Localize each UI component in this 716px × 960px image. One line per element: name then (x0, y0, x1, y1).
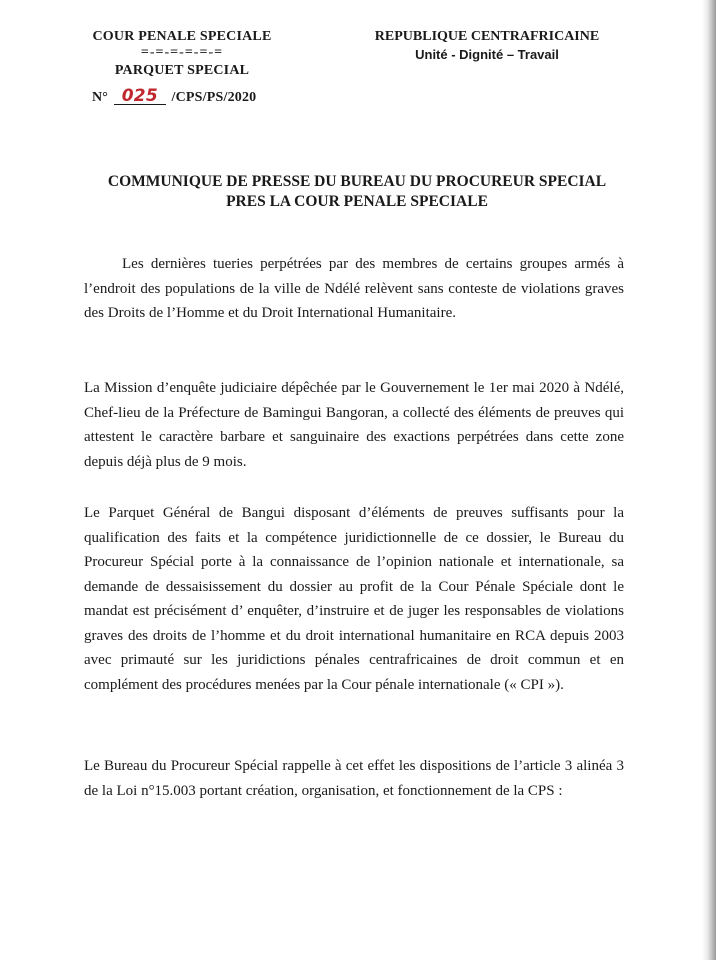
paragraph-1: Les dernières tueries perpétrées par des membres de certains groupes armés à l’endroit des populations de la ville de Ndélé relèvent sans conteste de violations graves des Droits de l’Homme et du Droit International Humanitaire. (84, 256, 624, 321)
paragraph-2: La Mission d’enquête judiciaire dépêchée par le Gouvernement le 1er mai 2020 à Ndélé, Chef-lieu de la Préfecture de Bamingui Bangoran, a collecté des éléments de preuves qui attestent le caractère barbare et sanguinaire des exactions perpétrées dans cette zone depuis déjà plus de 9 mois. (84, 380, 624, 470)
scan-shadow-edge (702, 0, 716, 960)
court-name: COUR PENALE SPECIALE (92, 29, 272, 44)
header-separator: =-=-=-=-=-= (140, 45, 224, 60)
country-name: REPUBLIQUE CENTRAFRICAINE (374, 29, 600, 44)
press-release-title (60, 172, 654, 212)
reference-number-suffix: /CPS/PS/2020 (171, 90, 257, 105)
title-line-2: PRES LA COUR PENALE SPECIALE (226, 193, 488, 210)
handwritten-reference-number: 025 (114, 88, 166, 105)
paragraph-4: Le Bureau du Procureur Spécial rappelle à cet effet les dispositions de l’article 3 alinéa 3 de la Loi n°15.003 portant création, organisation, et fonctionnement de la CPS : (84, 758, 624, 799)
reference-number-prefix: N° (92, 90, 109, 105)
office-name: PARQUET SPECIAL (114, 63, 250, 78)
issuing-authority-block (62, 28, 302, 106)
country-block (362, 28, 612, 64)
reference-number (62, 88, 302, 106)
paragraph-3: Le Parquet Général de Bangui disposant d’éléments de preuves suffisants pour la qualification des faits et la compétence juridictionnelle de ce dossier, le Bureau du Procureur Spécial porte à la connaissance de l’opinion nationale et internationale, sa demande de dessaisissement du dossier au profit de la Cour Pénale Spéciale dont le mandat est précisément d’ enquêter, d’instruire et de juger les responsables de violations graves des droits de l’homme et du droit international humanitaire en RCA depuis 2003 avec primauté sur les juridictions pénales centrafricaines de droit commun et en complément des procédures menées par la Cour pénale internationale (« CPI »). (84, 505, 624, 693)
title-line-1: COMMUNIQUE DE PRESSE DU BUREAU DU PROCUREUR SPECIAL (107, 173, 607, 190)
national-motto: Unité - Dignité – Travail (415, 47, 559, 62)
